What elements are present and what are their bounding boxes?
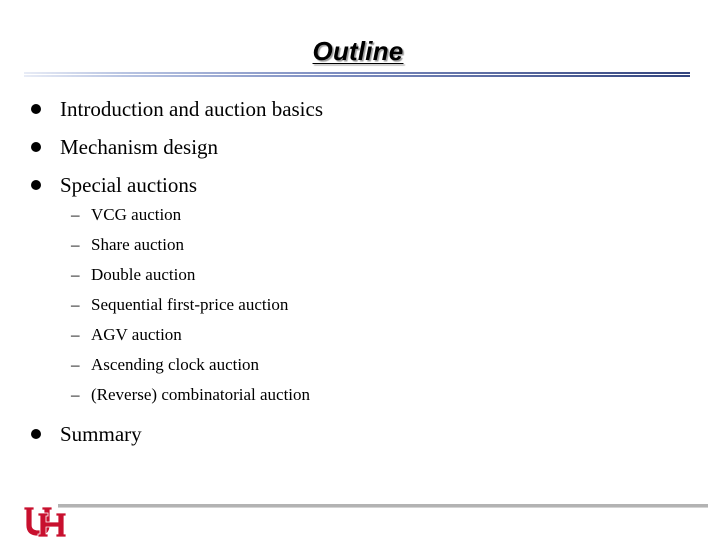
bullet-dot-icon — [31, 104, 41, 114]
sub-bullet-dash: – — [71, 385, 80, 404]
bullet-item — [31, 171, 197, 199]
bullet-item — [31, 133, 218, 161]
bullet-text: Summary — [60, 422, 142, 446]
sub-bullet-text: AGV auction — [91, 325, 182, 344]
bullet-text: Special auctions — [60, 173, 198, 197]
university-logo-icon — [22, 503, 68, 539]
footer-rule-shadow — [58, 507, 708, 508]
sub-bullet-dash: – — [71, 325, 80, 344]
bullet-dot-icon — [31, 142, 41, 152]
sub-bullet-text: Share auction — [91, 235, 184, 254]
sub-bullet-item — [71, 293, 288, 317]
sub-bullet-text: (Reverse) combinatorial auction — [91, 385, 311, 404]
sub-bullet-item — [71, 353, 259, 377]
sub-bullet-dash: – — [71, 355, 80, 374]
bullet-dot-icon — [31, 429, 41, 439]
sub-bullet-dash: – — [71, 295, 80, 314]
sub-bullet-item — [71, 203, 181, 227]
bullet-text: Mechanism design — [60, 135, 219, 159]
sub-bullet-dash: – — [71, 265, 80, 284]
sub-bullet-text: Sequential first-price auction — [91, 295, 289, 314]
bullet-item — [31, 95, 323, 123]
bullet-item — [31, 420, 142, 448]
sub-bullet-text: Double auction — [91, 265, 196, 284]
sub-bullet-item — [71, 263, 195, 287]
sub-bullet-text: Ascending clock auction — [91, 355, 260, 374]
sub-bullet-item — [71, 323, 182, 347]
sub-bullet-dash: – — [71, 205, 80, 224]
bullet-text: Introduction and auction basics — [60, 97, 324, 121]
sub-bullet-text: VCG auction — [91, 205, 182, 224]
slide-title: Outline — [312, 36, 404, 66]
sub-bullet-item — [71, 233, 184, 257]
bullet-dot-icon — [31, 180, 41, 190]
sub-bullet-item — [71, 383, 310, 407]
sub-bullet-dash: – — [71, 235, 80, 254]
